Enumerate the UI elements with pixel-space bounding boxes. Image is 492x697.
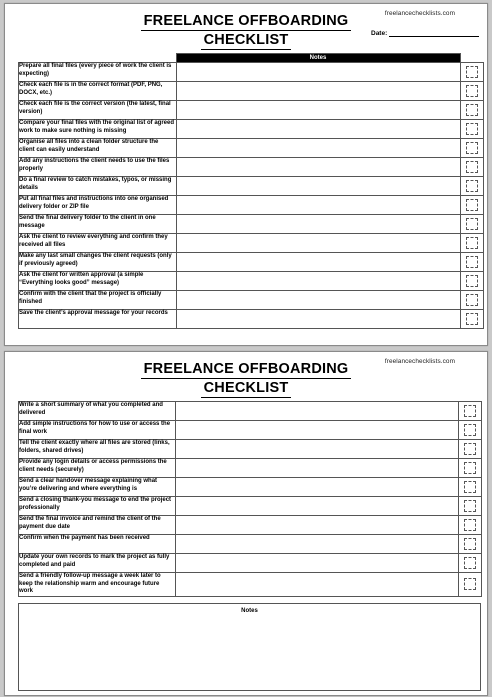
site-url: freelancechecklists.com xyxy=(384,10,455,17)
checkbox-cell xyxy=(459,554,482,573)
task-text: Update your own records to mark the project as fully completed and paid xyxy=(19,554,176,573)
checkbox-cell xyxy=(460,215,484,234)
checkbox-cell xyxy=(459,516,482,535)
checkbox-cell xyxy=(460,177,484,196)
checklist-row xyxy=(19,82,484,101)
checklist-row xyxy=(19,573,482,597)
task-notes-cell[interactable] xyxy=(176,158,460,177)
checkbox-cell xyxy=(460,158,484,177)
checkbox-icon[interactable] xyxy=(466,199,478,211)
checklist-row xyxy=(19,421,482,440)
checkbox-icon[interactable] xyxy=(466,237,478,249)
checklist-page-2 xyxy=(4,351,488,696)
checkbox-cell xyxy=(460,63,484,82)
task-text: Prepare all final files (every piece of work the client is expecting) xyxy=(19,63,177,82)
checkbox-cell xyxy=(460,310,484,329)
task-notes-cell[interactable] xyxy=(176,310,460,329)
task-text: Save the client’s approval message for your records xyxy=(19,310,177,329)
task-text: Add any instructions the client needs to use the files properly xyxy=(19,158,177,177)
checkbox-cell xyxy=(459,478,482,497)
task-notes-cell[interactable] xyxy=(176,573,459,597)
checkbox-icon[interactable] xyxy=(464,538,476,550)
checkbox-icon[interactable] xyxy=(466,142,478,154)
notes-section-label: Notes xyxy=(241,608,258,614)
checklist-row xyxy=(19,402,482,421)
checklist-row xyxy=(19,234,484,253)
task-text: Send the final invoice and remind the client of the payment due date xyxy=(19,516,176,535)
task-text: Confirm when the payment has been received xyxy=(19,535,176,554)
task-notes-cell[interactable] xyxy=(176,421,459,440)
checklist-row xyxy=(19,478,482,497)
checkbox-icon[interactable] xyxy=(466,294,478,306)
task-notes-cell[interactable] xyxy=(176,234,460,253)
checkbox-cell xyxy=(460,272,484,291)
checklist-row xyxy=(19,554,482,573)
date-field[interactable] xyxy=(389,36,479,37)
task-text: Compare your final files with the original list of agreed work to make sure nothing is missing xyxy=(19,120,177,139)
task-text: Send a friendly follow-up message a week later to keep the relationship warm and encourage future work xyxy=(19,573,176,597)
task-text: Make any last small changes the client requests (only if previously agreed) xyxy=(19,253,177,272)
checklist-page-1 xyxy=(4,3,488,346)
task-text: Organise all files into a clean folder structure the client can easily understand xyxy=(19,139,177,158)
checkbox-cell xyxy=(460,82,484,101)
checkbox-cell xyxy=(460,120,484,139)
date-label: Date: xyxy=(371,30,388,37)
checkbox-cell xyxy=(460,139,484,158)
checkbox-icon[interactable] xyxy=(466,180,478,192)
checkbox-icon[interactable] xyxy=(464,500,476,512)
task-notes-cell[interactable] xyxy=(176,516,459,535)
task-notes-cell[interactable] xyxy=(176,82,460,101)
task-notes-cell[interactable] xyxy=(176,215,460,234)
checkbox-cell xyxy=(459,402,482,421)
checklist-row xyxy=(19,177,484,196)
checkbox-icon[interactable] xyxy=(466,218,478,230)
checklist-row xyxy=(19,196,484,215)
task-notes-cell[interactable] xyxy=(176,139,460,158)
task-text: Check each file is in the correct format (PDF, PNG, DOCX, etc.) xyxy=(19,82,177,101)
task-text: Provide any login details or access permissions the client needs (securely) xyxy=(19,459,176,478)
checkbox-cell xyxy=(459,497,482,516)
checklist-row xyxy=(19,459,482,478)
task-notes-cell[interactable] xyxy=(176,101,460,120)
task-notes-cell[interactable] xyxy=(176,478,459,497)
checklist-row xyxy=(19,139,484,158)
task-notes-cell[interactable] xyxy=(176,535,459,554)
page-title xyxy=(5,12,487,50)
checklist-row xyxy=(19,158,484,177)
title-line-1: FREELANCE OFFBOARDING xyxy=(141,361,352,379)
task-notes-cell[interactable] xyxy=(176,196,460,215)
task-text: Send a closing thank-you message to end the project professionally xyxy=(19,497,176,516)
checklist-row xyxy=(19,120,484,139)
checkbox-icon[interactable] xyxy=(464,462,476,474)
checklist-row xyxy=(19,215,484,234)
checkbox-icon[interactable] xyxy=(464,578,476,590)
checklist-row xyxy=(19,253,484,272)
checkbox-icon[interactable] xyxy=(466,104,478,116)
task-notes-cell[interactable] xyxy=(176,253,460,272)
task-notes-cell[interactable] xyxy=(176,497,459,516)
checkbox-cell xyxy=(459,421,482,440)
checkbox-cell xyxy=(459,535,482,554)
checklist-table xyxy=(18,401,482,597)
task-text: Ask the client to review everything and confirm they received all files xyxy=(19,234,177,253)
checklist-row xyxy=(19,272,484,291)
notes-column-header: Notes xyxy=(176,54,460,63)
checkbox-icon[interactable] xyxy=(464,519,476,531)
notes-section[interactable] xyxy=(18,603,481,691)
checklist-row xyxy=(19,310,484,329)
checkbox-icon[interactable] xyxy=(466,66,478,78)
checkbox-icon[interactable] xyxy=(466,85,478,97)
checkbox-cell xyxy=(460,253,484,272)
checkbox-cell xyxy=(460,291,484,310)
checkbox-cell xyxy=(459,440,482,459)
task-notes-cell[interactable] xyxy=(176,440,459,459)
task-text: Ask the client for written approval (a simple “Everything looks good” message) xyxy=(19,272,177,291)
task-text: Check each file is the correct version (the latest, final version) xyxy=(19,101,177,120)
checkbox-icon[interactable] xyxy=(466,161,478,173)
checkbox-cell xyxy=(460,196,484,215)
checklist-row xyxy=(19,516,482,535)
checklist-row xyxy=(19,497,482,516)
checklist-row xyxy=(19,440,482,459)
task-notes-cell[interactable] xyxy=(176,177,460,196)
checklist-table xyxy=(18,53,484,329)
title-line-2: CHECKLIST xyxy=(201,32,292,50)
task-text: Tell the client exactly where all files are stored (links, folders, shared drives) xyxy=(19,440,176,459)
checkbox-icon[interactable] xyxy=(466,313,478,325)
checkbox-icon[interactable] xyxy=(466,275,478,287)
task-text: Add simple instructions for how to use or access the final work xyxy=(19,421,176,440)
task-text: Write a short summary of what you completed and delivered xyxy=(19,402,176,421)
checkbox-cell xyxy=(460,234,484,253)
task-notes-cell[interactable] xyxy=(176,120,460,139)
checkbox-cell xyxy=(459,459,482,478)
task-text: Put all final files and instructions into one organised delivery folder or ZIP file xyxy=(19,196,177,215)
checkbox-icon[interactable] xyxy=(464,481,476,493)
checkbox-cell xyxy=(459,573,482,597)
checkbox-icon[interactable] xyxy=(464,557,476,569)
checkbox-cell xyxy=(460,101,484,120)
checkbox-icon[interactable] xyxy=(464,443,476,455)
task-notes-cell[interactable] xyxy=(176,272,460,291)
checklist-row xyxy=(19,291,484,310)
checkbox-icon[interactable] xyxy=(464,405,476,417)
title-line-2: CHECKLIST xyxy=(201,380,292,398)
task-text: Send a clear handover message explaining what you’re delivering and where everything is xyxy=(19,478,176,497)
title-line-1: FREELANCE OFFBOARDING xyxy=(141,13,352,31)
checklist-row xyxy=(19,63,484,82)
task-notes-cell[interactable] xyxy=(176,402,459,421)
checklist-row xyxy=(19,101,484,120)
task-notes-cell[interactable] xyxy=(176,63,460,82)
task-notes-cell[interactable] xyxy=(176,291,460,310)
task-text: Confirm with the client that the project is officially finished xyxy=(19,291,177,310)
site-url: freelancechecklists.com xyxy=(384,358,455,365)
page-title xyxy=(5,360,487,398)
checkbox-icon[interactable] xyxy=(466,256,478,268)
task-text: Do a final review to catch mistakes, typos, or missing details xyxy=(19,177,177,196)
task-notes-cell[interactable] xyxy=(176,459,459,478)
task-text: Send the final delivery folder to the client in one message xyxy=(19,215,177,234)
checkbox-icon[interactable] xyxy=(464,424,476,436)
checklist-row xyxy=(19,535,482,554)
task-notes-cell[interactable] xyxy=(176,554,459,573)
checkbox-icon[interactable] xyxy=(466,123,478,135)
